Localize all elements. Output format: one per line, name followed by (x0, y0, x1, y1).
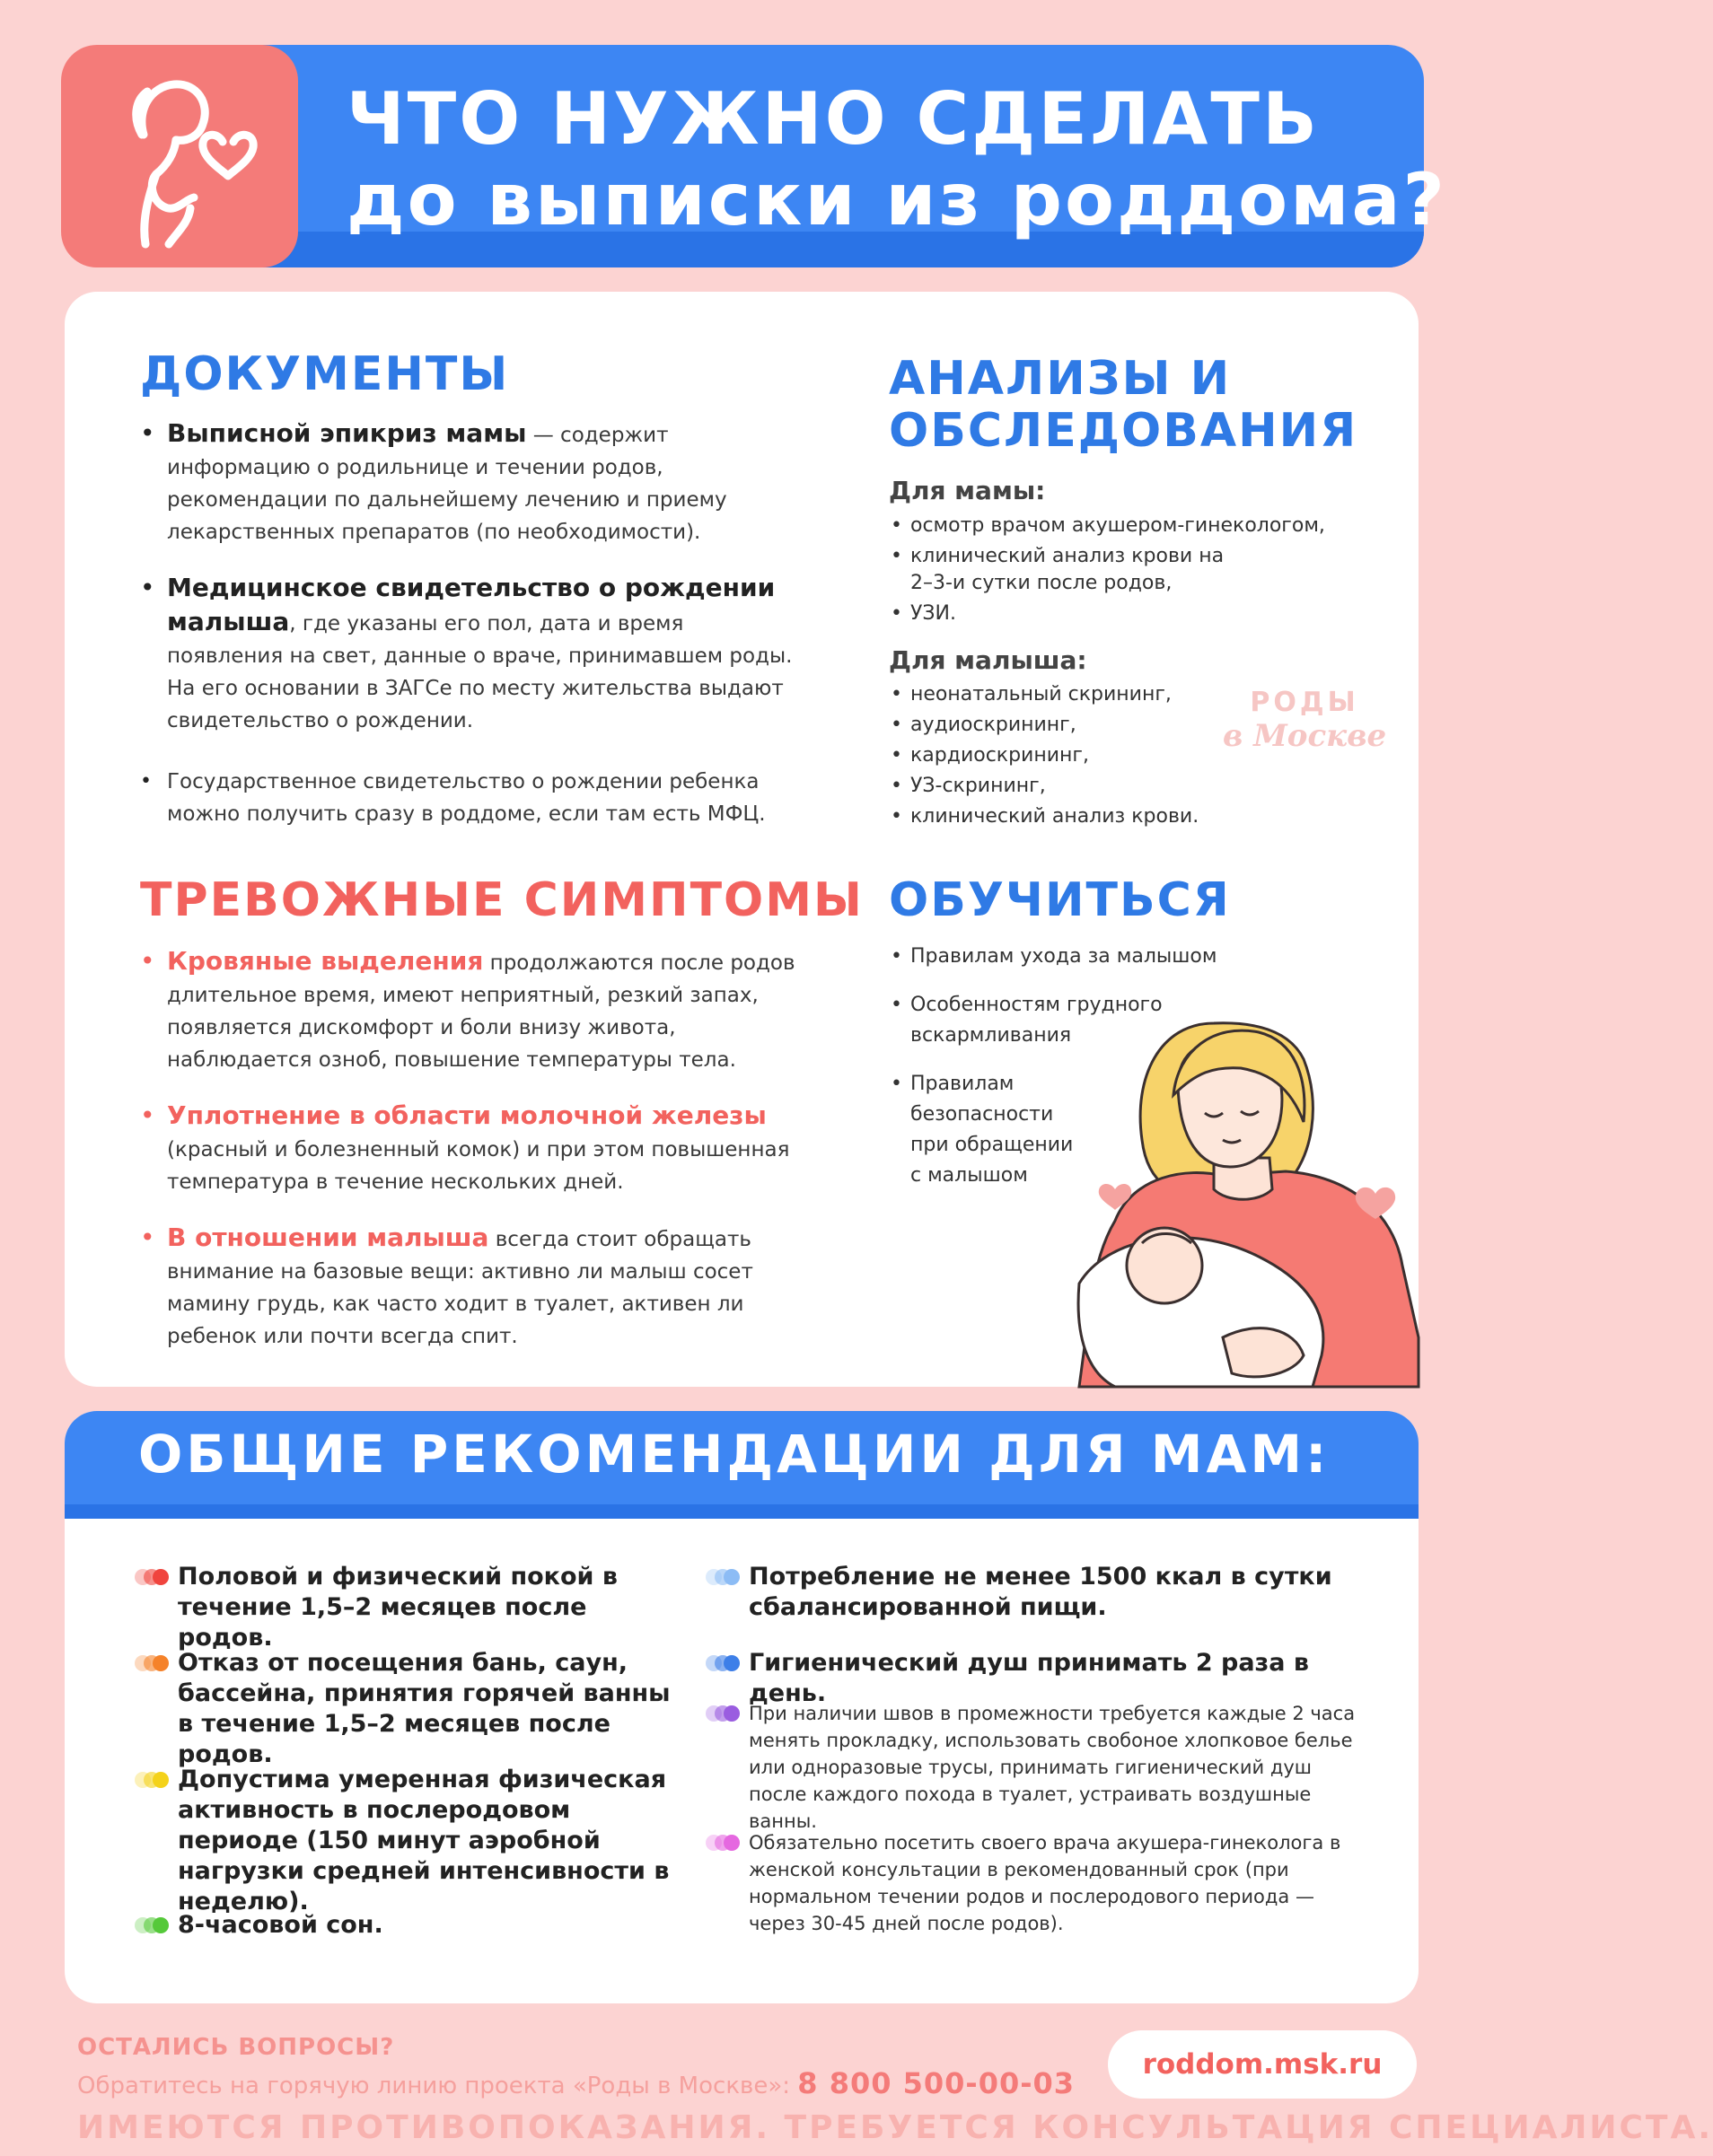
hotline-text: Обратитесь на горячую линию проекта «Роды в Москве»: (77, 2073, 798, 2099)
bullet: • (140, 1100, 155, 1130)
list-item: • аудиоскрининг, (889, 712, 1284, 739)
dots-icon (706, 1655, 743, 1671)
bullet: • (140, 573, 155, 602)
symptoms-item-3 (140, 1222, 831, 1353)
title-line-2: до выписки из роддома? (347, 158, 1447, 241)
bullet: • (140, 1223, 155, 1252)
bullet: • (140, 770, 152, 793)
list-item: • УЗИ. (889, 600, 1392, 627)
hotline-phone[interactable]: 8 800 500-00-03 (797, 2066, 1076, 2100)
logo-line-1: РОДЫ (1250, 687, 1359, 718)
dots-icon (135, 1655, 172, 1671)
list-item: • осмотр врачом акушером-гинекологом, (889, 513, 1392, 539)
recommendations-card (65, 1411, 1419, 2003)
rec-item (178, 1648, 681, 1770)
header-icon-box (61, 45, 298, 267)
rec-item (178, 1910, 681, 1941)
dots-icon (706, 1569, 743, 1585)
main-card (65, 292, 1419, 1387)
list-item: • клинический анализ крови. (889, 803, 1284, 830)
rec-text: Отказ от посещения бань, саун, бассейна, принятия горячей ванны в течение 1,5–2 месяцев после родов. (178, 1649, 671, 1768)
list-item: • Правилам ухода за малышом (889, 942, 1266, 972)
bullet: • (140, 418, 155, 448)
recommendations-title: ОБЩИЕ РЕКОМЕНДАЦИИ ДЛЯ МАМ: (138, 1424, 1331, 1485)
rec-text: Потребление не менее 1500 ккал в сутки сбалансированной пищи. (749, 1563, 1332, 1621)
documents-item-2 (140, 572, 795, 737)
item-text: (красный и болезненный комок) и при этом повышенная температура в течение нескольких дней. (167, 1138, 790, 1194)
learn-title: ОБУЧИТЬСЯ (889, 873, 1231, 927)
item-text: Государственное свидетельство о рождении ребенка можно получить сразу в роддоме, если там есть МФЦ. (167, 770, 766, 826)
dots-icon (135, 1917, 172, 1933)
rec-item (178, 1765, 681, 1917)
dots-icon (706, 1705, 743, 1722)
list-item: • Правилам безопасности при обращении с малышом (889, 1069, 1090, 1191)
footer-question: ОСТАЛИСЬ ВОПРОСЫ? (77, 2034, 395, 2061)
rec-item (749, 1829, 1359, 1937)
symptoms-title: ТРЕВОЖНЫЕ СИМПТОМЫ (140, 873, 864, 927)
documents-item-1 (140, 417, 795, 548)
mom-subheading: Для мамы: (889, 476, 1046, 505)
item-text: продолжаются после родов длительное время, имеют неприятный, резкий запах, появляется дискомфорт и боли внизу живота, наблюдается озноб, повышение температуры тела. (167, 951, 795, 1072)
item-bold: Кровяные выделения (167, 946, 484, 976)
item-text: , где указаны его пол, дата и время появления на свет, данные о враче, принимавшем роды. На его основании в ЗАГСе по месту жительства выдают свидетельство о рождении. (167, 612, 793, 732)
item-text: всегда стоит обращать внимание на базовые вещи: активно ли малыш сосет мамину грудь, как часто ходит в туалет, активен ли ребенок или почти всегда спит. (167, 1228, 753, 1348)
footer-disclaimer: ИМЕЮТСЯ ПРОТИВОПОКАЗАНИЯ. ТРЕБУЕТСЯ КОНСУЛЬТАЦИЯ СПЕЦИАЛИСТА. (77, 2109, 1713, 2146)
item-bold: Медицинское свидетельство о рождении малыша (167, 573, 776, 636)
rec-item (749, 1562, 1332, 1623)
list-item: • клинический анализ крови на 2–3-и сутки после родов, (889, 543, 1234, 597)
rec-item (178, 1562, 681, 1653)
rec-text: Обязательно посетить своего врача акушера-гинеколога в женской консультации в рекомендованный срок (при нормальном течении родов и послеродового периода — через 30-45 дней после родов). (749, 1832, 1341, 1934)
rec-text: Гигиенический душ принимать 2 раза в день. (749, 1649, 1309, 1707)
list-item: • неонатальный скрининг, (889, 681, 1284, 708)
documents-title: ДОКУМЕНТЫ (140, 347, 510, 401)
dots-icon (135, 1772, 172, 1788)
item-bold: В отношении малыша (167, 1223, 489, 1252)
analyses-title-line-2: ОБСЛЕДОВАНИЯ (889, 404, 1358, 458)
rec-text: Половой и физический покой в течение 1,5–2 месяцев после родов. (178, 1563, 618, 1652)
website-link[interactable]: roddom.msk.ru (1108, 2030, 1417, 2099)
logo-line-2: в Москве (1223, 718, 1387, 754)
rec-text: 8-часовой сон. (178, 1911, 383, 1939)
roddom-logo (1223, 687, 1386, 754)
mother-baby-illustration (1079, 996, 1419, 1387)
footer-hotline (77, 2066, 1075, 2100)
list-item: • кардиоскрининг, (889, 742, 1284, 769)
dots-icon (135, 1569, 172, 1585)
rec-item (749, 1700, 1359, 1835)
list-item: • Особенностям грудного вскармливания (889, 990, 1180, 1051)
rec-text: При наличии швов в промежности требуется каждые 2 часа менять прокладку, использовать свобоное хлопковое белье или одноразовые трусы, принимать гигиенический душ после каждого похода в туалет, устраивать воздушные ванны. (749, 1703, 1356, 1832)
analyses-title-line-1: АНАЛИЗЫ И (889, 352, 1232, 406)
mom-analyses-list (889, 513, 1392, 631)
bullet: • (140, 946, 155, 976)
baby-subheading: Для малыша: (889, 645, 1087, 675)
dots-icon (706, 1835, 743, 1851)
recommendations-header-shadow (65, 1504, 1419, 1519)
item-bold: Уплотнение в области молочной железы (167, 1100, 767, 1130)
rec-text: Допустима умеренная физическая активность в послеродовом периоде (150 минут аэробной нагрузки средней интенсивности в неделю). (178, 1766, 670, 1915)
header-banner (61, 45, 1447, 267)
item-text: — содержит информацию о родильнице и течении родов, рекомендации по дальнейшему лечению и приему лекарственных препаратов (по необходимости). (167, 424, 727, 544)
symptoms-item-1 (140, 945, 795, 1076)
page-title (347, 77, 1447, 241)
documents-item-3 (140, 766, 795, 830)
title-line-1: ЧТО НУЖНО СДЕЛАТЬ (347, 77, 1320, 161)
item-bold: Выписной эпикриз мамы (167, 418, 527, 448)
list-item: • УЗ-скрининг, (889, 773, 1284, 800)
analyses-title (889, 353, 1357, 457)
pregnant-woman-icon (92, 65, 271, 253)
symptoms-item-2 (140, 1100, 795, 1198)
